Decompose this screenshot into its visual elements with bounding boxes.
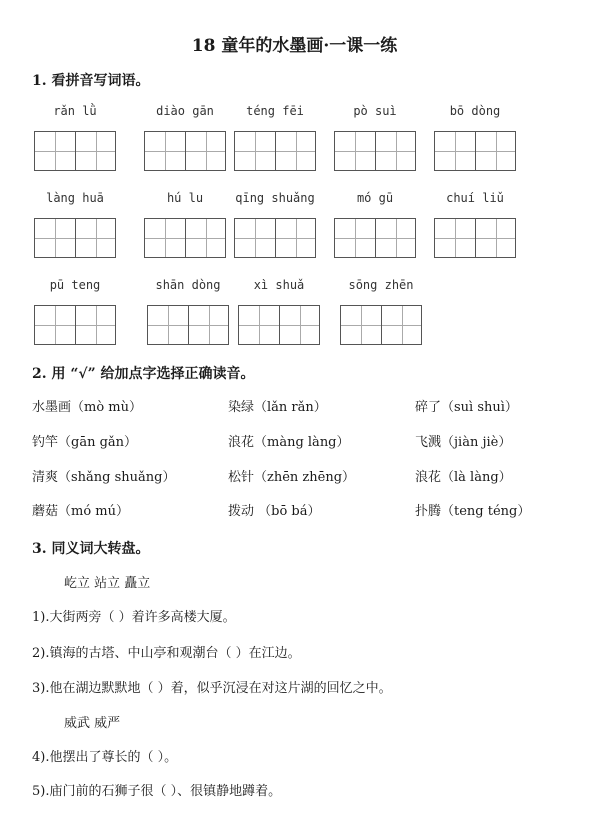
fill-question-1: 1).大街两旁（ ）着许多高楼大厦。 [32,610,236,625]
writing-cell[interactable] [375,219,415,257]
reading-item: 钓竿（gān gǎn） [32,435,138,450]
pinyin-label: mó gū [356,191,394,205]
reading-item: 飞溅（jiàn jiè） [415,435,512,450]
writing-cell[interactable] [75,132,115,170]
writing-cell[interactable] [235,219,275,257]
writing-grid[interactable] [34,218,116,258]
writing-grid[interactable] [34,305,116,345]
writing-cell[interactable] [381,306,421,344]
pinyin-label: sōng zhēn [348,278,414,292]
reading-item: 水墨画（mò mù） [32,400,142,415]
word-bank-1: 屹立 站立 矗立 [64,576,151,591]
pinyin-label: pū teng [49,278,101,292]
writing-cell[interactable] [75,306,115,344]
pinyin-label: pò suì [353,104,397,118]
reading-item: 松针（zhēn zhēng） [228,470,356,485]
writing-cell[interactable] [375,132,415,170]
writing-cell[interactable] [275,132,315,170]
reading-item: 清爽（shǎng shuǎng） [32,470,176,485]
writing-cell[interactable] [275,219,315,257]
writing-cell[interactable] [235,132,275,170]
pinyin-label: chuí liǔ [446,191,504,205]
writing-grid[interactable] [334,131,416,171]
fill-question-4: 4).他摆出了尊长的（ ）。 [32,750,178,765]
pinyin-label: qīng shuǎng [235,191,315,205]
writing-cell[interactable] [35,219,75,257]
writing-cell[interactable] [185,132,225,170]
pinyin-label: rǎn lǜ [53,104,97,118]
writing-grid[interactable] [144,218,226,258]
writing-cell[interactable] [148,306,188,344]
writing-cell[interactable] [35,132,75,170]
writing-cell[interactable] [475,219,515,257]
fill-question-5: 5).庙门前的石狮子很（ ）、很镇静地蹲着。 [32,784,282,799]
page-title: 18 童年的水墨画·一课一练 [191,36,398,56]
writing-grid[interactable] [234,131,316,171]
writing-cell[interactable] [75,219,115,257]
writing-cell[interactable] [475,132,515,170]
writing-grid[interactable] [334,218,416,258]
reading-item: 扑腾（teng téng） [415,504,531,519]
pinyin-label: bō dòng [449,104,501,118]
writing-grid[interactable] [238,305,320,345]
section3-heading: 3. 同义词大转盘。 [32,541,150,557]
writing-grid[interactable] [144,131,226,171]
writing-grid[interactable] [234,218,316,258]
writing-cell[interactable] [335,219,375,257]
pinyin-label: diào gān [156,104,214,118]
writing-cell[interactable] [335,132,375,170]
writing-cell[interactable] [239,306,279,344]
pinyin-label: hú lu [166,191,204,205]
reading-item: 染绿（lǎn rǎn） [228,400,327,415]
reading-item: 拨动 （bō bá） [228,504,321,519]
reading-item: 碎了（suì shuì） [415,400,518,415]
pinyin-label: téng fēi [246,104,304,118]
writing-cell[interactable] [341,306,381,344]
writing-grid[interactable] [147,305,229,345]
pinyin-label: làng huā [46,191,104,205]
pinyin-label: shān dòng [155,278,221,292]
reading-item: 蘑菇（mó mú） [32,504,129,519]
writing-cell[interactable] [435,132,475,170]
reading-item: 浪花（là làng） [415,470,512,485]
writing-cell[interactable] [435,219,475,257]
writing-cell[interactable] [188,306,228,344]
section1-heading: 1. 看拼音写词语。 [32,73,150,89]
writing-cell[interactable] [145,219,185,257]
writing-grid[interactable] [434,218,516,258]
fill-question-2: 2).镇海的古塔、中山亭和观潮台（ ）在江边。 [32,646,301,661]
section2-heading: 2. 用 “√” 给加点字选择正确读音。 [32,366,255,382]
writing-cell[interactable] [279,306,319,344]
pinyin-label: xì shuǎ [253,278,305,292]
writing-grid[interactable] [434,131,516,171]
fill-question-3: 3).他在湖边默默地（ ）着，似乎沉浸在对这片湖的回忆之中。 [32,681,392,696]
reading-item: 浪花（màng làng） [228,435,350,450]
writing-grid[interactable] [340,305,422,345]
writing-grid[interactable] [34,131,116,171]
writing-cell[interactable] [35,306,75,344]
writing-cell[interactable] [185,219,225,257]
writing-cell[interactable] [145,132,185,170]
word-bank-2: 威武 威严 [64,716,121,731]
